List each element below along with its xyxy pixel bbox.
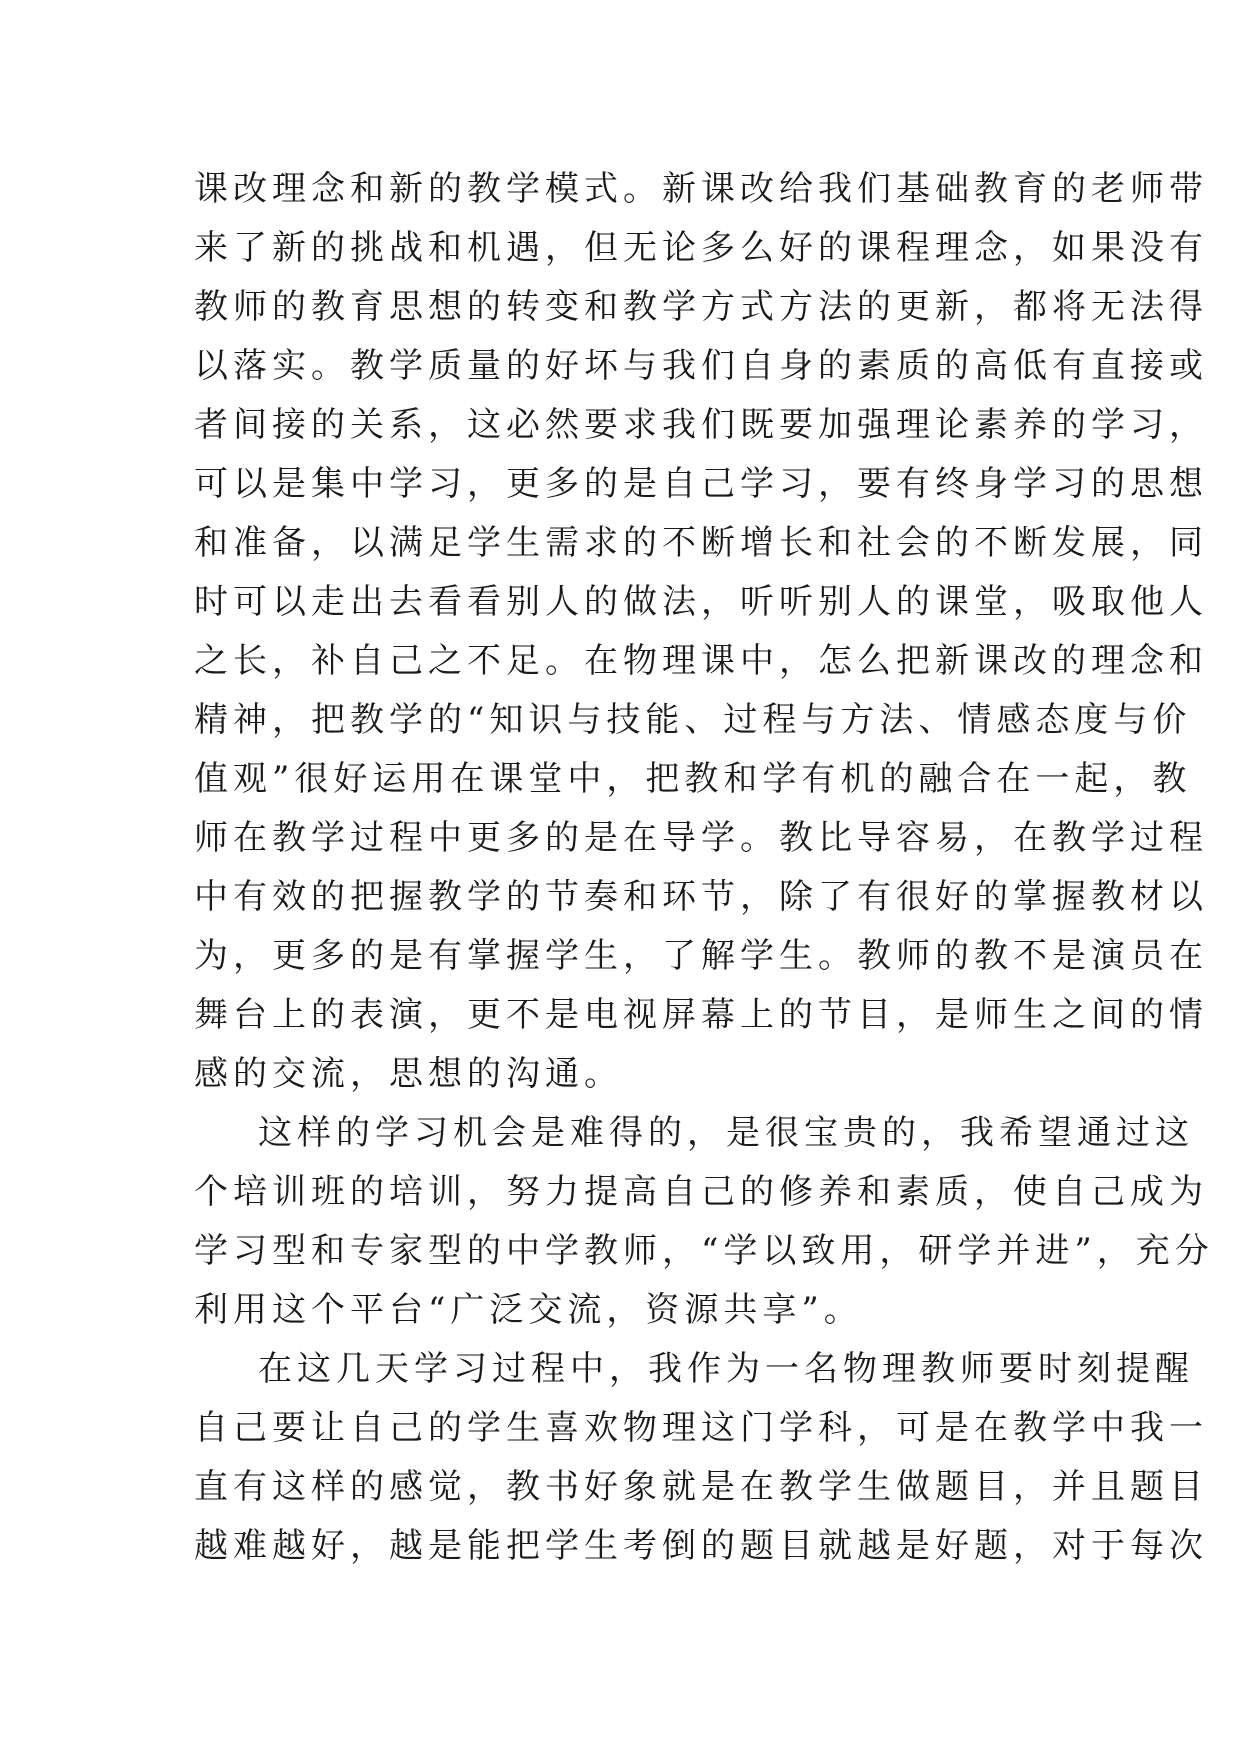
- text-line: 利用这个平台“广泛交流，资源共享”。: [194, 1290, 863, 1330]
- text-line: 值观”很好运用在课堂中，把教和学有机的融合在一起，教: [194, 759, 1192, 799]
- text-line: 自己要让自己的学生喜欢物理这门学科，可是在教学中我一: [194, 1408, 1208, 1448]
- text-line: 舞台上的表演，更不是电视屏幕上的节目，是师生之间的情: [194, 995, 1208, 1035]
- text-line: 中有效的把握教学的节奏和环节，除了有很好的掌握教材以: [194, 877, 1208, 917]
- text-line: 精神，把教学的“知识与技能、过程与方法、情感态度与价: [194, 700, 1192, 740]
- text-line: 教师的教育思想的转变和教学方式方法的更新，都将无法得: [194, 287, 1208, 327]
- text-line: 以落实。教学质量的好坏与我们自身的素质的高低有直接或: [194, 346, 1208, 386]
- text-line: 直有这样的感觉，教书好象就是在教学生做题目，并且题目: [194, 1467, 1208, 1507]
- text-line: 课改理念和新的教学模式。新课改给我们基础教育的老师带: [194, 169, 1208, 209]
- text-line: 可以是集中学习，更多的是自己学习，要有终身学习的思想: [194, 464, 1208, 504]
- text-line: 学习型和专家型的中学教师，“学以致用，研学并进”，充分: [194, 1231, 1214, 1271]
- text-line: 为，更多的是有掌握学生，了解学生。教师的教不是演员在: [194, 936, 1208, 976]
- text-line: 师在教学过程中更多的是在导学。教比导容易，在教学过程: [194, 818, 1208, 858]
- text-line: 感的交流，思想的沟通。: [194, 1054, 623, 1094]
- text-line: 时可以走出去看看别人的做法，听听别人的课堂，吸取他人: [194, 582, 1208, 622]
- text-line: 来了新的挑战和机遇，但无论多么好的课程理念，如果没有: [194, 228, 1208, 268]
- text-line: 者间接的关系，这必然要求我们既要加强理论素养的学习，: [194, 405, 1208, 445]
- text-line: 个培训班的培训，努力提高自己的修养和素质，使自己成为: [194, 1172, 1208, 1212]
- paragraph-start-line: 这样的学习机会是难得的，是很宝贵的，我希望通过这: [258, 1113, 1194, 1153]
- text-line: 之长，补自己之不足。在物理课中，怎么把新课改的理念和: [194, 641, 1208, 681]
- text-line: 和准备，以满足学生需求的不断增长和社会的不断发展，同: [194, 523, 1208, 563]
- text-line: 越难越好，越是能把学生考倒的题目就越是好题，对于每次: [194, 1526, 1208, 1566]
- body-text: [194, 160, 1214, 1576]
- paragraph-start-line: 在这几天学习过程中，我作为一名物理教师要时刻提醒: [258, 1349, 1194, 1389]
